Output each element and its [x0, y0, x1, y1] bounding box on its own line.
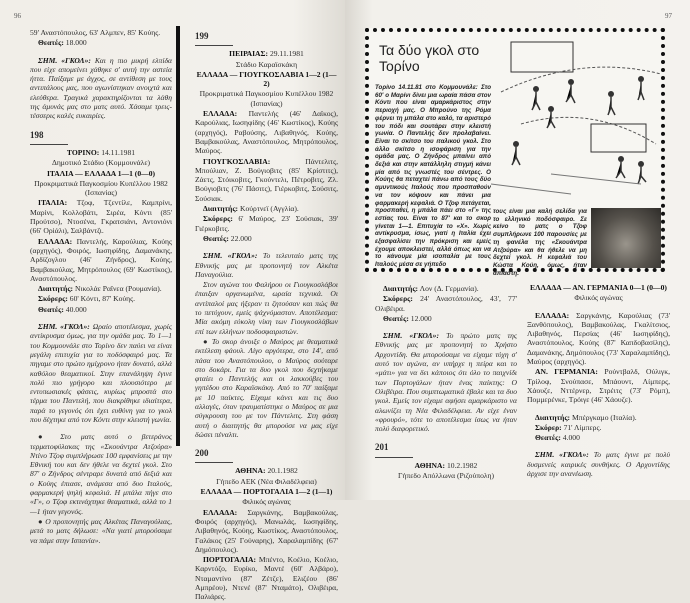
scorers: Σκόρερς: 24' Αναστόπουλος, 43', 77' Ολιβέιρα.: [375, 294, 518, 313]
editor-note-body: Στον αγώνα του Φαλήρου οι Γιουγκοσλάβοι έπαιξαν οργανωμένα, ωραία τεχνικά. Οι αντίπαλοί μας ήξεραν τι ζητούσαν και πώς θα το πετύχουν, εμείς ψάχνόμασταν. Αποτέλεσμα: Μία ακόμη εύκολη νίκη των Γιουγκοσλάβων επί των ελλήνων ποδοσφαιριστών.: [195, 280, 338, 336]
left-column-1: [30, 28, 172, 546]
match-venue-date: ΤΟΡΙΝΟ: 14.11.1981: [66, 147, 136, 157]
scorers-continued: 59' Αναστόπουλος, 63' Αλμπεν, 85' Κούης.: [30, 28, 161, 37]
attendance: Θεατές: 4.000: [535, 433, 580, 443]
lineup-team2: ΠΟΡΤΟΓΑΛΙΑ: Μπέντο, Κοέλιο, Κοέλιο, Καρντόζο, Ευρίκο, Μαντέ (60' Αλβάρο), Νταμαντίνο (87' Ζέτζε), Ελιζέου (86' Αμπρέου), Ντενέ (87' Νταμάτο), Ολιβέιρα, Παλιάρες.: [195, 555, 338, 602]
match-score: ΕΛΛΑΔΑ — ΠΟΡΤΟΓΑΛΙΑ 1—2 (1—1): [200, 487, 333, 497]
match-number: 199: [195, 32, 233, 46]
scorers: Σκόρερ: 71' Λίμπερς.: [535, 422, 602, 432]
competition: Προκριματικά Παγκοσμίου Κυπέλλου 1982 (Ισπανίας): [199, 89, 334, 108]
lineup-team2: ΕΛΛΑΔΑ: Παντελής, Καρούλιας, Κούης (αρχηγός), Φοιρός, Ιωσηφίδης, Δαμανάκης, Αρδίζογλου (46' Ζήνδρος), Κούης, Βαμβακούλας, Μητρόπουλος (69' Κωστίκος), Αναστόπουλος.: [30, 236, 172, 283]
stadium: Γήπεδο Απόλλωνα (Ριζούπολη): [398, 471, 494, 481]
attendance: Θεατές: 12.000: [383, 313, 432, 323]
attendance: Θεατές: 40.000: [38, 304, 87, 314]
editor-note: ΣΗΜ. «ΓΚΟΛ»: Το τελευταίο ματς της Εθνικής μας με προπονητή τον Αλκέτα Παναγούλια.: [195, 251, 338, 279]
referee: Διαιτητής: Νικολάε Ραΐνεα (Ρουμανία).: [38, 284, 162, 294]
lineup-team2: ΓΙΟΥΓΚΟΣΛΑΒΙΑ: Πάντελιτς, Μπούλιαν, Ζ. Βούγιοβιτς (85' Κρίστιτς), Ζάετς, Στόικοβιτς, Γκούντελι, Πέτροβιτς, Ζλ. Βούγιοβιτς (76' Πάσιτς), Γιέρκοβιτς, Σούσιτς, Σούσιακ.: [195, 156, 338, 203]
editor-note: ΣΗΜ. «ΓΚΟΛ»: Και η πιο μικρή ελπίδα που είχε απομείνει χάθηκε σ' αυτή την αστεία ήττα. Παίξαμε με άγχος, σε αντίθεση με τους αντιπάλους μας, που αγωνίστηκαν ανοιχτά και ελεύθερα. Τραγικά χαρακτηρίζονται τα λάθη της άμυνάς μας στο ματς αυτό. Χάσαμε τρεις-τέσσερις καλές ευκαιρίες.: [30, 55, 172, 121]
lineup-team1: ΕΛΛΑΔΑ: Παντελής (46' Δαϊκος), Καρούλιας, Ιωσηφίδης (46' Κωστίκος), Κούης (αρχηγός), Ραβούσης, Λιβαθηνός, Κούης, Βαμβακούλας, Αναστόπουλος, Μητρόπουλος, Μαύρος.: [195, 109, 338, 156]
right-column-1: [375, 284, 517, 481]
referee: Διαιτητής: Μπέργκαμο (Ιταλία).: [535, 412, 637, 422]
lineup-team1: ΕΛΛΑΔΑ: Σαργκάνης, Βαμβακούλας, Φοιρός (αρχηγός), Μανωλάς, Ιωσηφίδης, Λιβαθηνός, Κούης, Κωστίκος, Αναστόπουλος, Γαλάκος (25' Γούναρης), Χαραλαμπίδης (67' Δημόπουλος).: [195, 507, 338, 554]
right-page: [345, 0, 690, 500]
bullet-note: ● Ο προπονητής μας Αλκέτας Παναγούλιας, μετά το ματς δήλωσε: «Να γιατί μπορούσαμε να πάμε στην Ισπανία».: [30, 516, 172, 545]
stadium: Γήπεδο ΑΕΚ (Νέα Φιλαδέλφεια): [216, 476, 317, 486]
referee: Διαιτητής: Κούρτνεϊ (Αγγλία).: [203, 204, 299, 214]
feature-box: [365, 28, 665, 277]
page-number: 97: [665, 12, 672, 20]
stadium: Δημοτικό Στάδιο (Κομμουνάλε): [51, 158, 151, 168]
match-venue-date: ΑΘΗΝΑ: 10.2.1982: [414, 460, 478, 470]
feature-text-left: Τορίνο 14.11.81 στο Κομμουνάλε: Στο 60' ο Μαρίνι δίνει μια ωραία πάσα στον Κόντι που είναι αμαρκάριστος στην περιοχή μας. Ο Μπρούνο της Ρόμα φέρνει τη μπάλα στο καλό, τα αριστερό του πόδι και σουτάρει στην κλειστή γωνία. Ο Παντελής δεν προλαβαίνει. Είναι το σκίτσο του ιταλικού γκολ. Στο άλλο σκίτσο η ισοφάριση για την ομάδα μας. Ο Ζήνδρος μπαίνει από δεξιά και στην κατάλληλη στιγμή κάνει μία από τις γνωστές του σέντρες. Ο Κούης θα πεταχτεί πάνω από τους δύο αμυντικούς Ιταλούς που προσπαθούν να τον κόψουν και πάνει μια φαρμακερή κεφαλιά. Ο Τζοφ πετάγεται, προσπαθεί, η μπάλα πάει στο «Γ» της εστίας του. Είναι το 87' και το σκορ γίνεται 1—1. Επιτυχία το «Χ». Χωρίς αντίκρυσμα, ίσως, γιατί η Ιταλία έχει εξασφαλίσει την πρόκριση και εμείς έχουμε αποκλειστεί, αλλά όπως και να το κάνουμε μία ισοπαλία με τους Ιταλούς μέσα σε γήπεδο: [375, 84, 491, 269]
lineup-team2: ΑΝ. ΓΕΡΜΑΝΙΑ: Ρούντβαλδ, Ούλιγκ, Τρίλοφ, Σνούπασε, Μπάουντ, Λίμπερς, Χάουζε, Νττέρνερ, Στρέιτς (73' Ρόμπ), Πομμερένκε, Τρόιγε (46' Χάουζε).: [527, 367, 671, 405]
lineup-team1: ΙΤΑΛΙΑ: Τζοφ, Τζεντίλε, Καμπρίνι, Μαρίνι, Κολλοβάτι, Σιρέα, Κόντι (85' Προύτσο), Ντοσένα, Γκρατσιάνι, Αντονιόνι (66' Ορiάλι), Σαλβάντζι.: [30, 198, 172, 236]
competition: Φιλικός αγώνας: [242, 497, 291, 507]
match-score: ΕΛΛΑΔΑ — ΓΙΟΥΓΚΟΣΛΑΒΙΑ 1—2 (1—2): [196, 69, 337, 89]
attendance: Θεατές: 22.000: [203, 233, 252, 243]
match-number: 200: [195, 449, 233, 463]
bullet-note: ● Στο ματς αυτό ο βετεράνος τερματοφύλακας της «Σκουάντρα Ατζούρα» Ντίνο Τζοφ συμπλήρωσε 100 εμφανίσεις με την Εθνική του και δεν ήθελε να δεχτεί γκολ. Στο 87' ο Ζήνδρος σέντραρε δυνατά από δεξιά και ο Κούης έπιασε, ανάμεσα από δυο Ιταλούς, φαρμακερή ψηλή κεφαλιά. Η μπάλα πήγε στο «Γ», ο Τζοφ εκτινάχτηκε θεαματικά, αλλά το 1—1 ήταν γεγονός.: [30, 432, 172, 516]
attendance: Θεατές: 18.000: [38, 38, 87, 48]
match-score: ΕΛΛΑΔΑ — ΑΝ. ΓΕΡΜΑΝΙΑ 0—1 (0—0): [530, 283, 667, 292]
portrait-photo: [591, 208, 661, 268]
competition: Φιλικός αγώνας: [574, 293, 623, 303]
referee: Διαιτητής: Λον (Δ. Γερμανία).: [383, 284, 479, 293]
scorers: Σκόρερς: 6' Μαύρος, 23' Σούσιακ, 39' Γιέρκοβιτς.: [195, 214, 338, 233]
editor-note: ΣΗΜ. «ΓΚΟΛ»: Το πρώτο ματς της Εθνικής μας με προπονητή το Χρήστο Αρχοντίδη. Θα μπορούσαμε να είχαμε τύχη σ' αυτό τον αγώνα, αν υπήρχε η πείρα και το «μάτι» για να δει κάποιος ότι όλο το παιχνίδι των Πορτογάλων ήταν ένας παίκτης: Ο Ολιβέιρα. Που συμπτωματικά έβαλε και τα δυο γκολ. Εμείς τον είχαμε αφήσει αμαρκάριστο να αλωνίζει τη Νέα Φιλαδέλφεια. Αν είχε έναν «φρουρό», τότε το αποτέλεσμα ίσως να ήταν πολύ διαφορετικό.: [375, 331, 518, 434]
competition: Προκριματικά Παγκοσμίου Κυπέλλου 1982 (Ισπανίας): [34, 178, 168, 198]
column-rule: [176, 26, 180, 446]
left-column-2: [195, 22, 338, 603]
stadium: Στάδιο Καραϊσκάκη: [235, 59, 298, 69]
bullet-note: ● Το σκορ άνοιξε ο Μαύρος με θεαματικά εκτέλεση φάουλ. Λίγο αργότερα, στο 14', από πάσα του Αναστόπουλου, ο Μαύρος σούταρε στο δοκάρι. Για τα δυο γκολ που δεχτήκαμε φταίει ο Παντελής και οι λακκούβες του γηπέδου στο Καραϊσκάκη. Από το 70' παίξαμε με 10 παίκτες. Είχαμε κάνει και τις δυο αλλαγές, όταν τραυματίστηκε ο Μαύρος σε μια σύγκρουση του με τον Πάντελιτς. Στη φάση αυτή ο διαιτητής θα μπορούσε να μας είχε δώσει πέναλτι.: [195, 336, 338, 439]
editor-note: ΣΗΜ. «ΓΚΟΛ»: Ωραίο αποτέλεσμα, χωρίς αντίκρυσμα όμως, για την ομάδα μας. Το 1—1 του Κομμουνάλε στο Τορίνο δεν παύει να είναι μεγάλη επιτυχία για το ποδόσφαιρό μας. Τα πηγαμε στο πρώτο ημίχρονο ήταν δυνατό, αλλά καθόλου θεαματικοί. Στην επανάληψη έγινε πολύ πιο γρήγορο και πλουσιότερο με εντυπωσιακές φάσεις, κυρίως μπροστά στο τέρμα του Παντελή, που διακρίθηκε ιδιαίτερα, παρά το γεγονός ότι έχει ευθύνη για το γκολ που δέχτηκε από τον Κόντι στην κλειστή γωνία.: [30, 322, 172, 424]
feature-text-right: τους είναι μια καλή σελίδα για το ελληνικό ποδόσφαιρο. Σε κείνο το ματς ο Τζοφ συμπλήρωνε 100 παρουσίες με τη φανέλα της «Σκουάντρα Ατζούρα» και θα ήθελε να μη δεχτεί γκολ. Η κεφαλιά του Κώστα Κούη, όμως, ήταν άπιαστη.: [493, 208, 587, 277]
match-venue-date: ΠΕΙΡΑΙΑΣ: 29.11.1981: [229, 49, 304, 59]
right-column-2: [527, 283, 670, 479]
match-score: ΙΤΑΛΙΑ — ΕΛΛΑΔΑ 1—1 (0—0): [46, 168, 156, 178]
lineup-team1: ΕΛΛΑΔΑ: Σαργκάνης, Καρούλιας (73' Ξανθόπουλος), Βαμβακούλας, Γκαλίτσιος, Λιβαθηνός, Περσίας (46' Ιωσηφίδης), Αναστόπουλος, Κούης (87' Καπδοβασίλης), Δαμανάκης, Δημόπουλος (73' Χαραλαμπίδης), Μαύρος (αρχηγός).: [527, 310, 670, 367]
left-page: [0, 0, 345, 602]
match-venue-date: ΑΘΗΝΑ: 20.1.1982: [235, 466, 298, 476]
editor-note: ΣΗΜ. «ΓΚΟΛ»: Το ματς έγινε με πολύ δυσμενείς καιρικές συνθήκες. Ο Αρχοντίδης άρχισε την ανανέωση.: [527, 450, 670, 479]
feature-title: Τα δύο γκολ στο Τορίνο: [379, 42, 480, 74]
match-number: 198: [30, 131, 68, 145]
page-number: 96: [14, 12, 21, 20]
match-number: 201: [375, 443, 413, 457]
match-sketch-illustration: [491, 34, 663, 206]
scorers: Σκόρερς: 60' Κόντι, 87' Κούης.: [38, 294, 136, 304]
